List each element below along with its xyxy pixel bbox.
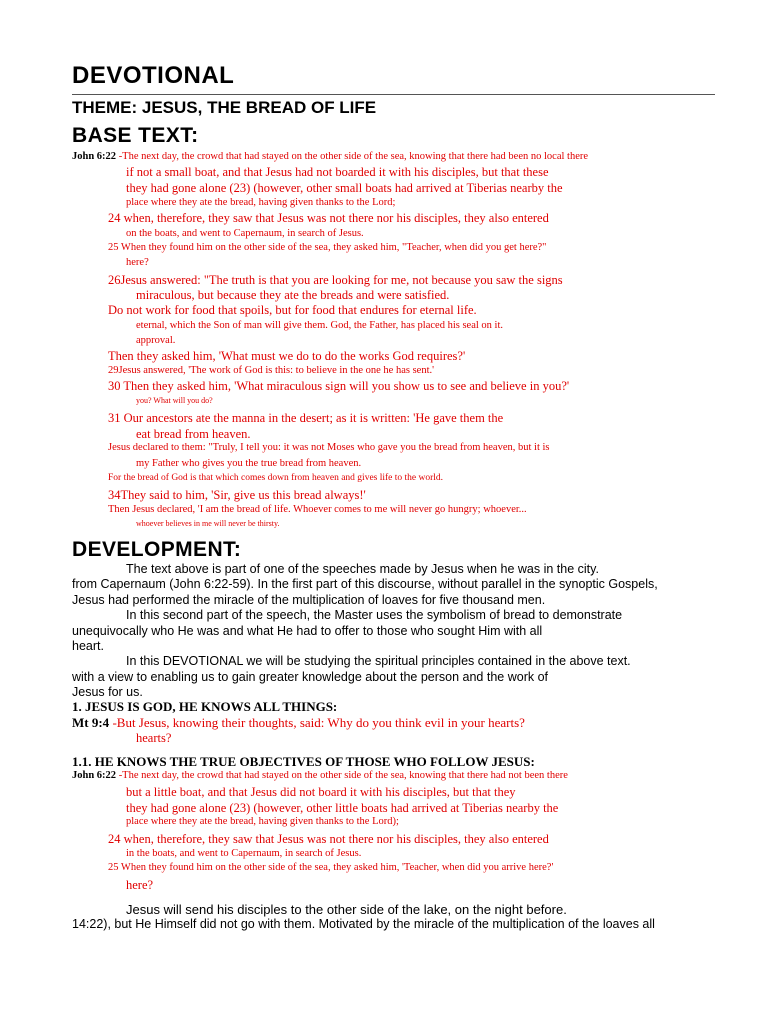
- verse-reference: John 6:22: [72, 770, 117, 781]
- base-verse-line: 31 Our ancestors ate the manna in the desert; as it is written: 'He gave them the: [108, 411, 504, 425]
- subsection-heading: 1.1. HE KNOWS THE TRUE OBJECTIVES OF THOSE WHO FOLLOW JESUS:: [72, 754, 535, 769]
- development-line: from Capernaum (John 6:22-59). In the first part of this discourse, without parallel in the synoptic Gospels,: [72, 577, 658, 591]
- base-text-heading: BASE TEXT:: [72, 124, 199, 147]
- development-heading: DEVELOPMENT:: [72, 538, 242, 561]
- development-line: 14:22), but He Himself did not go with them. Motivated by the miracle of the multiplication of the loaves all: [72, 917, 655, 931]
- theme-heading: THEME: JESUS, THE BREAD OF LIFE: [72, 98, 377, 117]
- base-verse-line: Jesus declared to them: "Truly, I tell you: it was not Moses who gave you the bread from heaven, but it is: [108, 442, 550, 453]
- base-reference: John 6:22: [72, 151, 117, 162]
- title-divider: [72, 94, 715, 95]
- base-verse-line: Then they asked him, 'What must we do to do the works God requires?': [108, 349, 466, 363]
- development-line: Jesus for us.: [72, 685, 143, 699]
- development-line: heart.: [72, 639, 104, 653]
- base-verse-line: Then Jesus declared, 'I am the bread of life. Whoever comes to me will never go hungry; whoever...: [108, 504, 527, 515]
- base-verse-line: my Father who gives you the true bread from heaven.: [136, 458, 362, 469]
- verse-line: Mt 9:4 -But Jesus, knowing their thoughts, said: Why do you think evil in your hearts?: [72, 715, 525, 730]
- verse-line: but a little boat, and that Jesus did not board it with his disciples, but that they: [126, 785, 516, 799]
- verse-line: place where they ate the bread, having given thanks to the Lord);: [126, 816, 399, 827]
- base-verse-line: 30 Then they asked him, 'What miraculous sign will you show us to see and believe in you?': [108, 379, 570, 393]
- base-verse-line: Do not work for food that spoils, but for food that endures for eternal life.: [108, 303, 477, 317]
- development-line: Jesus had performed the miracle of the multiplication of loaves for five thousand men.: [72, 593, 546, 607]
- base-verse-line: 34They said to him, 'Sir, give us this bread always!': [108, 488, 366, 502]
- base-verse-line: on the boats, and went to Capernaum, in search of Jesus.: [126, 228, 364, 239]
- base-verse-line: whoever believes in me will never be thirsty.: [136, 519, 280, 528]
- development-line: The text above is part of one of the speeches made by Jesus when he was in the city.: [126, 562, 599, 576]
- base-verse-line: you? What will you do?: [136, 396, 213, 405]
- verse-line: hearts?: [136, 731, 172, 745]
- base-verse-line: approval.: [136, 335, 176, 346]
- section-heading: 1. JESUS IS GOD, HE KNOWS ALL THINGS:: [72, 699, 338, 714]
- base-verse-line: 29Jesus answered, 'The work of God is this: to believe in the one he has sent.': [108, 365, 435, 376]
- development-line: with a view to enabling us to gain greater knowledge about the person and the work of: [72, 670, 549, 684]
- base-verse-line: here?: [126, 257, 149, 268]
- page-title: DEVOTIONAL: [72, 62, 235, 89]
- base-verse-line: eternal, which the Son of man will give them. God, the Father, has placed his seal on it.: [136, 320, 503, 331]
- base-verse-line: they had gone alone (23) (however, other small boats had arrived at Tiberias nearby the: [126, 181, 563, 195]
- verse-reference: Mt 9:4: [72, 715, 110, 730]
- base-verse-line: 25 When they found him on the other side of the sea, they asked him, "Teacher, when did you get here?": [108, 242, 547, 253]
- base-verse-line: if not a small boat, and that Jesus had not boarded it with his disciples, but that these: [126, 165, 549, 179]
- verse-line: 24 when, therefore, they saw that Jesus was not there nor his disciples, they also entered: [108, 832, 549, 846]
- base-verse-line: John 6:22 -The next day, the crowd that had stayed on the other side of the sea, knowing that there had been no local there: [72, 151, 589, 162]
- base-verse-line: 26Jesus answered: "The truth is that you are looking for me, not because you saw the signs: [108, 273, 563, 287]
- verse-line: 25 When they found him on the other side of the sea, they asked him, 'Teacher, when did you arrive here?': [108, 862, 554, 873]
- verse-line: in the boats, and went to Capernaum, in search of Jesus.: [126, 848, 362, 859]
- base-verse-line: 24 when, therefore, they saw that Jesus was not there nor his disciples, they also entered: [108, 211, 549, 225]
- base-verse-line: place where they ate the bread, having given thanks to the Lord;: [126, 197, 396, 208]
- development-line: unequivocally who He was and what He had to offer to those who sought Him with all: [72, 624, 543, 638]
- development-line: In this second part of the speech, the Master uses the symbolism of bread to demonstrate: [126, 608, 623, 622]
- development-line: Jesus will send his disciples to the other side of the lake, on the night before.: [126, 902, 567, 917]
- base-verse-line: For the bread of God is that which comes down from heaven and gives life to the world.: [108, 473, 444, 483]
- development-line: In this DEVOTIONAL we will be studying the spiritual principles contained in the above text.: [126, 654, 631, 668]
- verse-line: John 6:22 -The next day, the crowd that had stayed on the other side of the sea, knowing that there had not been there: [72, 770, 568, 781]
- verse-line: here?: [126, 878, 154, 892]
- base-verse-line: eat bread from heaven.: [136, 427, 251, 441]
- base-verse-line: miraculous, but because they ate the breads and were satisfied.: [136, 288, 450, 302]
- verse-line: they had gone alone (23) (however, other little boats had arrived at Tiberias nearby the: [126, 801, 559, 815]
